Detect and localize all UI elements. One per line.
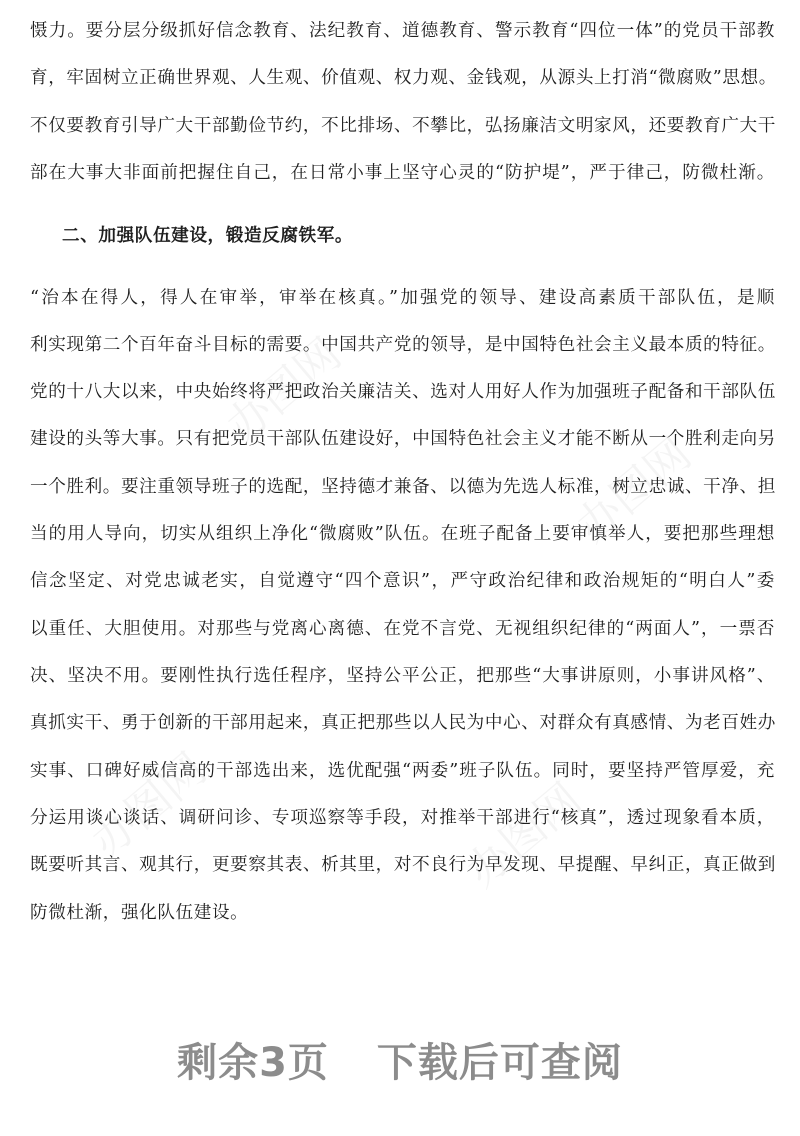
remaining-pages-notice[interactable] xyxy=(0,1034,800,1084)
paragraph-2-line-5: 一个胜利。要注重领导班子的选配，坚持德才兼备、以德为先选人标准，树立忠诚、干净、担 xyxy=(30,477,776,497)
remaining-pages-label: 剩余3页 xyxy=(177,1039,329,1086)
paragraph-2-line-1: “治本在得人，得人在审举，审举在核真。”加强党的领导、建设高素质干部队伍，是顺 xyxy=(30,288,775,308)
paragraph-2-line-11: 实事、口碑好威信高的干部选出来，选优配强“两委”班子队伍。同时，要坚持严管厚爱，充 xyxy=(30,761,775,781)
paragraph-1-line-3: 不仅要教育引导广大干部勤俭节约，不比排场、不攀比，弘扬廉洁文明家风，还要教育广大干 xyxy=(30,116,776,136)
paragraph-2-line-13: 既要听其言、观其行，更要察其表、析其里，对不良行为早发现、早提醒、早纠正，真正做到 xyxy=(30,855,776,875)
paragraph-2-line-7: 信念坚定、对党忠诚老实，自觉遵守“四个意识”，严守政治纪律和政治规矩的“明白人”委 xyxy=(30,571,775,591)
paragraph-2-line-14: 防微杜渐，强化队伍建设。 xyxy=(30,903,249,923)
paragraph-1-line-2: 育，牢固树立正确世界观、人生观、价值观、权力观、金钱观，从源头上打消“微腐败”思想。 xyxy=(30,68,777,88)
paragraph-2-line-9: 决、坚决不用。要刚性执行选任程序，坚持公平公正，把那些“大事讲原则，小事讲风格”、 xyxy=(30,666,775,686)
paragraph-2-line-3: 党的十八大以来，中央始终将严把政治关廉洁关、选对人用好人作为加强班子配备和干部队伍 xyxy=(30,382,776,402)
download-to-view-label: 下载后可查阅 xyxy=(376,1039,623,1086)
section-heading: 二、加强队伍建设，锻造反腐铁军。 xyxy=(62,226,354,246)
paragraph-2-line-2: 利实现第二个百年奋斗目标的需要。中国共产党的领导，是中国特色社会主义最本质的特征。 xyxy=(30,335,776,355)
paragraph-2-line-12: 分运用谈心谈话、调研问诊、专项巡察等手段，对推举干部进行“核真”，透过现象看本质， xyxy=(30,808,775,828)
paragraph-2-line-8: 以重任、大胆使用。对那些与党离心离德、在党不言党、无视组织纪律的“两面人”，一票否 xyxy=(30,619,775,639)
paragraph-2-line-6: 当的用人导向，切实从组织上净化“微腐败”队伍。在班子配备上要审慎举人，要把那些理想 xyxy=(30,524,775,544)
watermark-3 xyxy=(75,735,217,869)
paragraph-1-line-4: 部在大事大非面前把握住自己，在日常小事上坚守心灵的“防护堤”，严于律己，防微杜渐。 xyxy=(30,163,775,183)
paragraph-2-line-10: 真抓实干、勇于创新的干部用起来，真正把那些以人民为中心、对群众有真感情、为老百姓办 xyxy=(30,713,776,733)
watermark-4 xyxy=(450,765,592,899)
paragraph-1-line-1: 慑力。要分层分级抓好信念教育、法纪教育、道德教育、警示教育“四位一体”的党员干部教 xyxy=(30,21,775,41)
paragraph-2-line-4: 建设的头等大事。只有把党员干部队伍建设好，中国特色社会主义才能不断从一个胜利走向另 xyxy=(30,429,776,449)
